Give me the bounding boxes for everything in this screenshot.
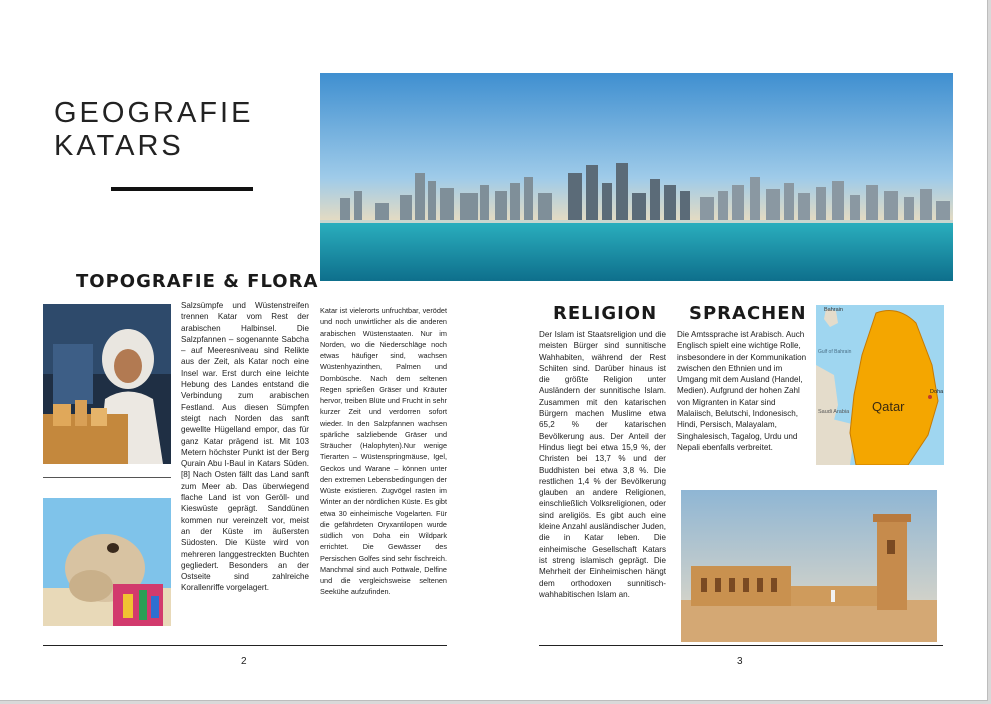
- title-underline: [111, 187, 253, 191]
- qatar-map-image: [816, 305, 944, 465]
- map-label-gulf: Gulf of Bahrain: [818, 349, 852, 355]
- topography-text-col2: Katar ist vielerorts unfruchtbar, verödet und noch unwirtlicher als die anderen arabischen Wüstenstaaten. Nur im Norden, wo die Niederschläge noch etwas häufiger sind, wachsen Wüstenhyazinthen, Palmen und Dornbüsche. Nach dem seltenen Regen sprießen Gräser und Kräuter hervor, treiben Blüte und Frucht in sehr kurzer Zeit und verdorren sofort wieder. In den Salzpfannen wachsen spärliche salzliebende Gräser und Sträucher (Halophyten).Nur wenige Tierarten – Wüstenspringmäuse, Igel, Geckos und Warane – können unter den extremen Lebensbedingungen der Wüste existieren. Zugvögel rasten im Winter an der nördlichen Küste. Es gibt etwa 30 einheimische Vogelarten. Für die gefährdeten Oryxantilopen wurde südlich von Doha ein Wildpark errichtet. Die Gewässer des Persischen Golfes sind sehr fischreich. Manchmal sind auch Pottwale, Delfine und die vergleichsweise seltenen Seekühe aufzufinden.: [320, 306, 447, 597]
- languages-text: Die Amtssprache ist Arabisch. Auch Englisch spielt eine wichtige Rolle, insbesondere in der Kommunikation zwischen den Ethnien und im Umgang mit dem Ausland (Handel, Medien). Aufgrund der hohen Zahl von Migranten in Katar sind Malaiisch, Belutschi, Indonesisch, Hindi, Persisch, Malayalam, Singhalesisch, Tagalog, Urdu und Nepali ebenfalls verbreitet.: [677, 330, 807, 452]
- topography-text-col1: Salzsümpfe und Wüstenstreifen trennen Katar vom Rest der arabischen Halbinsel. Die Salzpfannen – sogenannte Sabcha – auf Meeresniveau sind Relikte aus der Zeit, als Katar noch eine Insel war. Erst durch eine leichte Hebung des Landes entstand die Verbindung zum arabischen Festland. Aus diesen Sümpfen steigt nach Norden das sanft gewellte Hügelland empor, das für ganz Katar prägend ist. Mit 103 Metern höchster Punkt ist der Berg Qurain Abu l-Baul in Katars Süden.[8] Nach Osten fällt das Land sanft zum Meer ab. Das überwiegend flache Land ist von Geröll- und Kieswüste geprägt. Sanddünen kommen nur vereinzelt vor, meist an der Küste im äußersten Südosten. Die Küste wird von mehreren langgestreckten Buchten gegliedert. Besonders an der Ostseite sind zahlreiche Korallenriffe vorgelagert.: [181, 301, 309, 593]
- page-title: [54, 97, 253, 163]
- architect-model-image: [43, 304, 171, 464]
- right-footer-rule: [539, 645, 943, 646]
- image-divider: [43, 477, 171, 478]
- doha-skyline-image: [320, 73, 953, 281]
- left-page-number: 2: [241, 656, 247, 667]
- map-label-doha: Doha: [930, 389, 944, 395]
- page-title-line1: GEOGRAFIE: [54, 97, 254, 129]
- camel-image: [43, 498, 171, 626]
- left-footer-rule: [43, 645, 447, 646]
- map-label-bahrain: Bahrain: [824, 307, 843, 313]
- right-page-number: 3: [737, 656, 743, 667]
- topography-heading: TOPOGRAFIE & FLORA: [76, 271, 319, 292]
- religion-text: Der Islam ist Staatsreligion und die meisten Bürger sind sunnitische Wahhabiten, während der Rest Schiiten sind. Darüber hinaus ist die größte Religion unter Ausländern der sunnitische Islam. Zusammen mit den katarischen Bürgern machen Muslime etwa 65,2 % der katarischen Bevölkerung aus. Der Anteil der Hindus liegt bei etwa 15,9 %, der Christen bei 13,7 % und der Buddhisten bei etwa 3,8 %. Die restlichen 1,4 % der Bevölkerung glauben an andere Religionen, einschließlich Volksreligionen, oder sind areligiös. Es gibt auch eine kleine Anzahl ausländischer Juden, die in Katar leben. Die einheimische Gesellschaft Katars ist streng islamisch geprägt. Die Mehrheit der Einheimischen hängt dem orthodoxen sunnitisch-wahhabitischen Islam an.: [539, 330, 666, 599]
- languages-heading: SPRACHEN: [689, 303, 807, 324]
- fort-image: [681, 490, 937, 642]
- map-label-saudi: Saudi Arabia: [818, 409, 850, 415]
- religion-heading: RELIGION: [553, 303, 658, 324]
- page-title-line2: KATARS: [54, 130, 184, 162]
- map-label-qatar: Qatar: [872, 399, 905, 414]
